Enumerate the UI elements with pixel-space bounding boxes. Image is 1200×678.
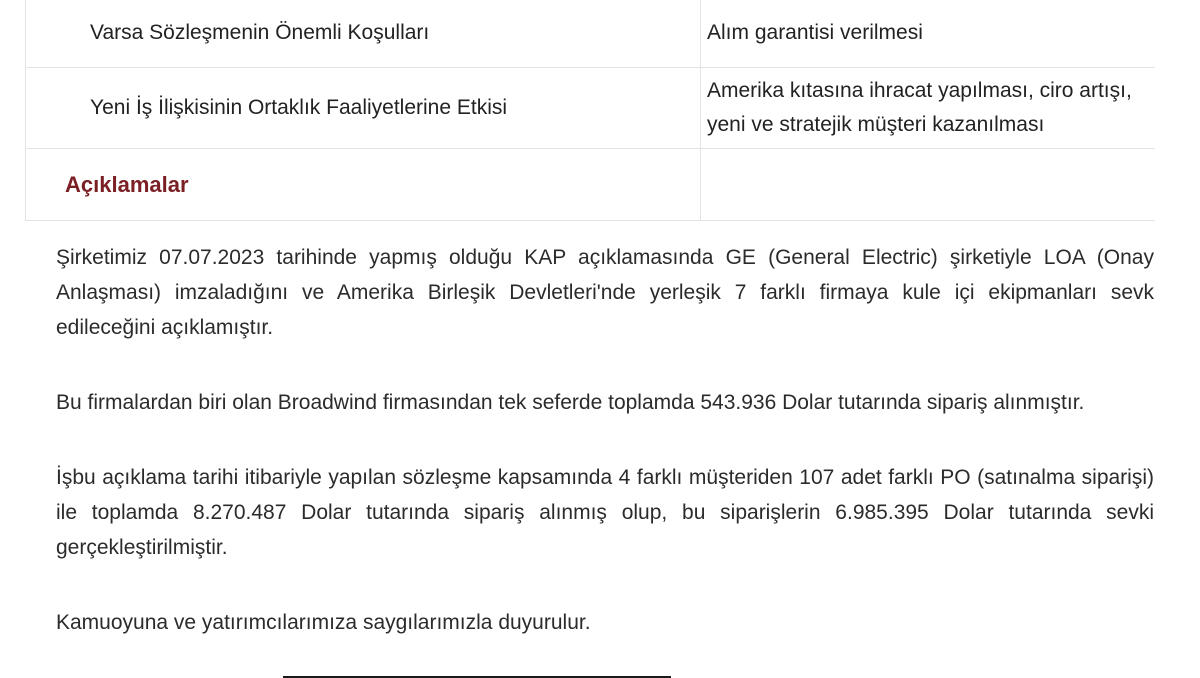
paragraph: İşbu açıklama tarihi itibariyle yapılan sözleşme kapsamında 4 farklı müşteriden 107 adet farklı PO (satınalma siparişi) ile toplamda 8.270.487 Dolar tutarında sipariş alınmış olup, bu siparişlerin 6.985.395 Dolar tutarında sevki gerçekleştirilmiştir. <box>56 466 1154 559</box>
table-value-cell <box>701 149 1156 221</box>
paragraph: Şirketimiz 07.07.2023 tarihinde yapmış olduğu KAP açıklamasında GE (General Electric) şirketiyle LOA (Onay Anlaşması) imzaladığını ve Amerika Birleşik Devletleri'nde yerleşik 7 farklı firmaya kule içi ekipmanları sevk edileceğini açıklamıştır. <box>56 246 1154 339</box>
table-row <box>26 149 1156 221</box>
table-row <box>26 0 1156 68</box>
contract-conditions-label: Varsa Sözleşmenin Önemli Koşulları <box>90 21 430 44</box>
contract-conditions-value: Alım garantisi verilmesi <box>707 21 923 44</box>
explanation-body <box>56 240 1154 678</box>
table-row <box>26 68 1156 149</box>
table-value-cell <box>701 68 1156 149</box>
table-label-cell <box>26 68 701 149</box>
table-label-cell <box>26 0 701 68</box>
disclosure-info-table <box>25 0 1155 221</box>
business-impact-label: Yeni İş İlişkisinin Ortaklık Faaliyetlerine Etkisi <box>90 96 508 119</box>
paragraph: Kamuoyuna ve yatırımcılarımıza saygılarımızla duyurulur. <box>56 611 591 634</box>
table-value-cell <box>701 0 1156 68</box>
section-title: Açıklamalar <box>65 171 189 197</box>
business-impact-value: Amerika kıtasına ihracat yapılması, ciro artışı, yeni ve stratejik müşteri kazanılması <box>707 79 1132 136</box>
table-label-cell <box>26 149 701 221</box>
paragraph: Bu firmalardan biri olan Broadwind firmasından tek seferde toplamda 543.936 Dolar tutarında sipariş alınmıştır. <box>56 391 1085 414</box>
